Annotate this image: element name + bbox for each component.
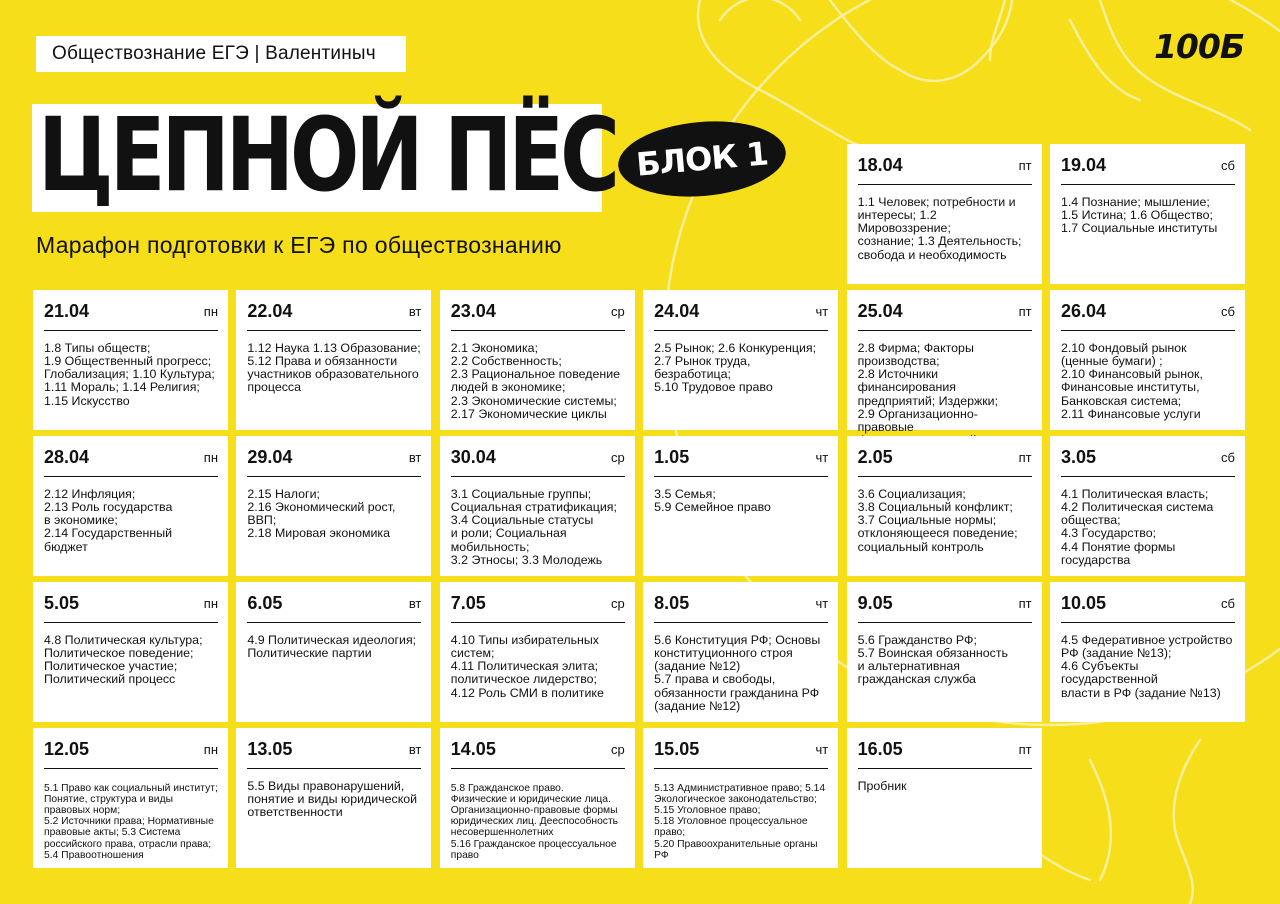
day-weekday: пт [1018, 304, 1032, 319]
day-card-header [858, 445, 1032, 477]
day-topics: 2.12 Инфляция; 2.13 Роль государства в экономике; 2.14 Государственный бюджет [44, 487, 173, 554]
day-card-header [1061, 299, 1235, 331]
day-weekday: сб [1221, 596, 1235, 611]
day-date: 16.05 [857, 739, 903, 759]
day-card-header [1061, 445, 1235, 477]
day-card [643, 728, 838, 868]
page-subtitle: Марафон подготовки к ЕГЭ по обществознанию [36, 232, 562, 258]
day-date: 7.05 [450, 593, 486, 613]
day-weekday: ср [611, 450, 625, 465]
day-date: 3.05 [1060, 447, 1096, 467]
day-weekday: пн [203, 596, 218, 611]
day-card-header [654, 591, 828, 623]
day-date: 22.04 [247, 301, 293, 321]
day-weekday: сб [1221, 158, 1235, 173]
day-topics: 4.5 Федеративное устройство РФ (задание №13); 4.6 Субъекты государственной власти в РФ (задание №13) [1060, 633, 1233, 700]
day-date: 19.04 [1060, 155, 1106, 175]
day-card-header [44, 299, 218, 331]
day-card [440, 290, 635, 430]
day-weekday: ср [611, 596, 625, 611]
day-card [1050, 290, 1245, 430]
day-card-header [858, 299, 1032, 331]
day-card-header [1061, 591, 1235, 623]
day-card [440, 436, 635, 576]
day-date: 1.05 [654, 447, 690, 467]
day-card [236, 290, 431, 430]
day-date: 24.04 [654, 301, 700, 321]
day-weekday: пт [1018, 596, 1032, 611]
day-card-header [858, 153, 1032, 185]
day-weekday: чт [815, 742, 829, 757]
day-date: 28.04 [44, 447, 90, 467]
day-topics: 5.13 Административное право; 5.14 Экологическое законодательство; 5.15 Уголовное право; 5.18 Уголовное процессуальное право; 5.20 Правоохранительные органы РФ [654, 783, 826, 861]
day-date: 18.04 [857, 155, 903, 175]
day-date: 5.05 [44, 593, 80, 613]
day-card-header [858, 591, 1032, 623]
day-weekday: сб [1221, 304, 1235, 319]
day-topics: 5.6 Конституция РФ; Основы конституционного строя (задание №12) 5.7 права и свободы, обязанности гражданина РФ (задание №12) [654, 633, 821, 713]
day-card-header [247, 299, 421, 331]
day-topics: 4.10 Типы избирательных систем; 4.11 Политическая элита; политическое лидерство; 4.12 Роль СМИ в политике [450, 633, 604, 700]
day-topics: 2.10 Фондовый рынок (ценные бумаги) ; 2.10 Финансовый рынок, Финансовые институты, Банковская система; 2.11 Финансовые услуги [1060, 341, 1203, 421]
day-date: 13.05 [247, 739, 293, 759]
brand-logo: 100Б [1153, 27, 1244, 66]
day-card [33, 436, 228, 576]
day-topics: Пробник [857, 779, 907, 793]
day-card [643, 582, 838, 722]
day-topics: 2.1 Экономика; 2.2 Собственность; 2.3 Рациональное поведение людей в экономике; 2.3 Экономические системы; 2.17 Экономические циклы [450, 341, 621, 421]
day-card [236, 582, 431, 722]
day-date: 9.05 [857, 593, 893, 613]
day-card-header [654, 445, 828, 477]
day-card-header [44, 737, 218, 769]
day-card-header [451, 591, 625, 623]
schedule-grid [33, 144, 1245, 868]
day-topics: 1.12 Наука 1.13 Образование; 5.12 Права и обязанности участников образовательного процесса [247, 341, 421, 395]
day-card [33, 582, 228, 722]
day-card [643, 436, 838, 576]
day-card [33, 728, 228, 868]
day-weekday: пт [1018, 742, 1032, 757]
day-card-header [451, 445, 625, 477]
day-date: 23.04 [450, 301, 496, 321]
day-date: 8.05 [654, 593, 690, 613]
day-card [236, 728, 431, 868]
day-card [1050, 582, 1245, 722]
day-date: 14.05 [450, 739, 496, 759]
day-card [440, 582, 635, 722]
day-topics: 5.5 Виды правонарушений, понятие и виды юридической ответственности [247, 779, 418, 820]
day-card [643, 290, 838, 430]
day-topics: 5.6 Гражданство РФ; 5.7 Воинская обязанность и альтернативная гражданская служба [857, 633, 1008, 687]
day-date: 10.05 [1060, 593, 1106, 613]
day-topics: 3.6 Социализация; 3.8 Социальный конфликт; 3.7 Социальные нормы; отклоняющееся поведение; социальный контроль [857, 487, 1018, 554]
day-topics: 4.9 Политическая идеология; Политические партии [247, 633, 417, 661]
day-date: 21.04 [44, 301, 90, 321]
day-card [847, 290, 1042, 434]
day-date: 30.04 [450, 447, 496, 467]
day-card [33, 290, 228, 430]
day-card [236, 436, 431, 576]
day-card [1050, 436, 1245, 576]
day-card [440, 728, 635, 868]
day-weekday: вт [408, 450, 422, 465]
day-topics: 4.8 Политическая культура; Политическое поведение; Политическое участие; Политический процесс [44, 633, 203, 687]
day-card [847, 728, 1042, 868]
day-card [847, 582, 1042, 722]
day-date: 25.04 [857, 301, 903, 321]
day-date: 12.05 [44, 739, 90, 759]
page-title: ЦЕПНОЙ ПЁС [38, 96, 617, 215]
day-topics: 2.5 Рынок; 2.6 Конкуренция; 2.7 Рынок труда, безработица; 5.10 Трудовое право [654, 341, 817, 395]
day-card-header [247, 591, 421, 623]
day-topics: 5.8 Гражданское право. Физические и юридические лица. Организационно-правовые формы юридических лиц. Дееспособность несовершеннолетних 5.16 Гражданское процессуальное право [450, 783, 619, 861]
day-card-header [858, 737, 1032, 769]
day-card-header [247, 737, 421, 769]
day-card-header [247, 445, 421, 477]
day-topics: 1.8 Типы обществ; 1.9 Общественный прогресс; Глобализация; 1.10 Культура; 1.11 Мораль; 1.14 Религия; 1.15 Искусство [44, 341, 215, 408]
day-topics: 3.1 Социальные группы; Социальная стратификация; 3.4 Социальные статусы и роли; Социальная мобильность; 3.2 Этносы; 3.3 Молодежь [450, 487, 617, 567]
day-card [847, 144, 1042, 284]
day-topics: 2.8 Фирма; Факторы производства; 2.8 Источники финансирования предприятий; Издержки; 2.9 Организационно-правовые [857, 341, 999, 434]
day-weekday: чт [815, 596, 829, 611]
day-weekday: чт [815, 450, 829, 465]
day-card-header [1061, 153, 1235, 185]
day-date: 15.05 [654, 739, 700, 759]
course-tag: Обществознание ЕГЭ | Валентиныч [36, 36, 406, 72]
day-topics: 4.1 Политическая власть; 4.2 Политическая система общества; 4.3 Государство; 4.4 Понятие формы государства [1060, 487, 1214, 567]
day-weekday: пт [1018, 158, 1032, 173]
day-weekday: вт [408, 304, 422, 319]
day-weekday: вт [408, 596, 422, 611]
day-weekday: пн [203, 450, 218, 465]
day-date: 29.04 [247, 447, 293, 467]
block-badge: БЛОК 1 [615, 115, 789, 203]
day-card-header [44, 445, 218, 477]
day-weekday: ср [611, 742, 625, 757]
day-weekday: ср [611, 304, 625, 319]
day-date: 26.04 [1060, 301, 1106, 321]
day-card-header [654, 737, 828, 769]
day-card-header [44, 591, 218, 623]
day-weekday: пт [1018, 450, 1032, 465]
day-weekday: сб [1221, 450, 1235, 465]
day-card-header [451, 737, 625, 769]
day-weekday: пн [203, 742, 218, 757]
day-topics: 2.15 Налоги; 2.16 Экономический рост, ВВП; 2.18 Мировая экономика [247, 487, 396, 541]
day-topics: 3.5 Семья; 5.9 Семейное право [654, 487, 771, 515]
day-weekday: чт [815, 304, 829, 319]
day-weekday: пн [203, 304, 218, 319]
day-topics: 5.1 Право как социальный институт; Понятие, структура и виды правовых норм; 5.2 Источники права; Нормативные правовые акты; 5.3 Система российского права, отрасли права; 5.4 Правоотношения [44, 783, 218, 861]
day-card [1050, 144, 1245, 284]
day-topics: 1.4 Познание; мышление; 1.5 Истина; 1.6 Общество; 1.7 Социальные институты [1060, 195, 1218, 236]
day-date: 2.05 [857, 447, 893, 467]
day-weekday: вт [408, 742, 422, 757]
day-card-header [654, 299, 828, 331]
day-card-header [451, 299, 625, 331]
day-card [847, 436, 1042, 576]
day-topics: 1.1 Человек; потребности и интересы; 1.2 Мировоззрение; сознание; 1.3 Деятельность; свобода и необходимость [857, 195, 1022, 262]
day-date: 6.05 [247, 593, 283, 613]
